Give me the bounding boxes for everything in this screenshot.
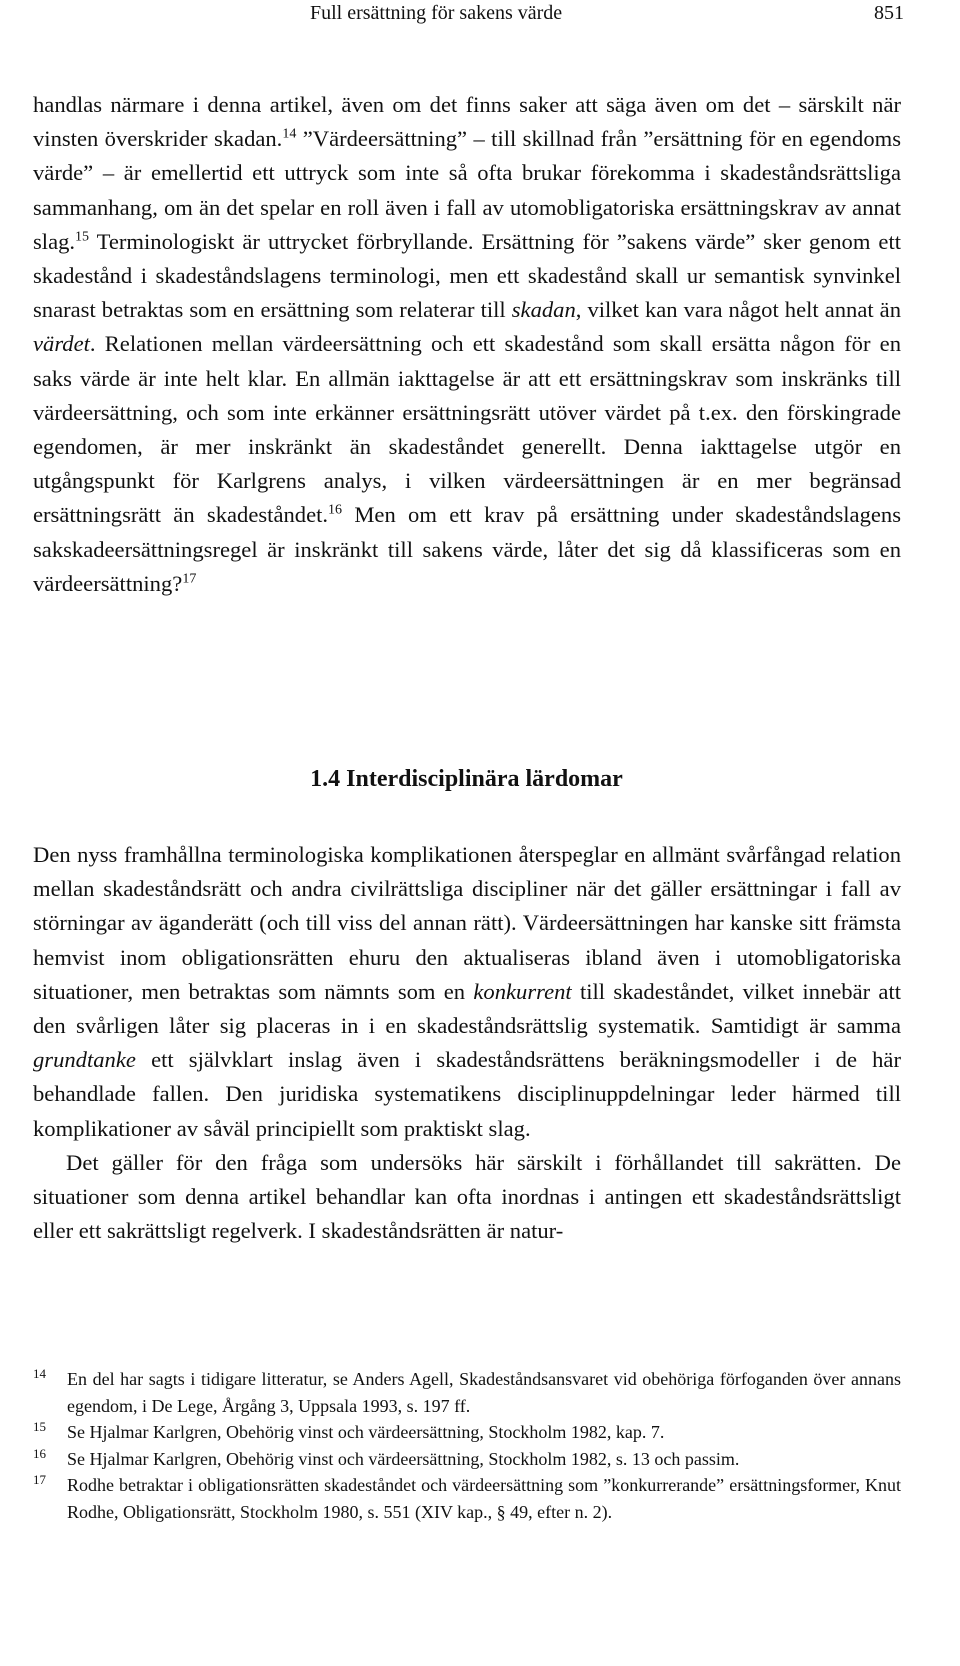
body-text-upper (33, 88, 901, 601)
footnote-ref-17[interactable]: 17 (182, 571, 197, 587)
paragraph-3: Det gäller för den fråga som undersöks här särskilt i förhållandet till sakrätten. De situationer som denna artikel behandlar kan ofta inordnas i antingen ett skadeståndsrättsligt eller ett sakrättsligt regelverk. I skadeståndsrätten är natur- (33, 1149, 901, 1244)
text-run: ”Värdeersättning” – till skillnad från ”ersättning för en egendoms värde” – är emellertid ett uttryck som inte så ofta brukar förekomma i skadeståndsrättsliga sammanhang, om än det spelar en roll även i fall av utomobligatoriska ersättningskrav av annat slag. (33, 126, 901, 254)
emphasis-vardet: värdet (33, 331, 90, 357)
footnote-14 (33, 1366, 901, 1419)
text-run: ett självklart inslag även i skadeståndsrättens beräkningsmodeller i de här behandlade fallen. Den juridiska systematikens disciplinuppdelningar leder härmed till komplikationer av såväl principiellt som praktiskt slag. (33, 1047, 901, 1141)
text-run: Terminologiskt är uttrycket förbryllande. Ersättning för ”sakens värde” sker genom ett skadestånd i skadeståndslagens terminologi, men ett skadestånd skall ur semantisk synvinkel snarast betraktas som en ersättning som relaterar till (33, 228, 901, 323)
footnote-text: En del har sagts i tidigare litteratur, se Anders Agell, Skadeståndsansvaret vid obehöriga förfoganden över annans egendom, i De Lege, Årgång 3, Uppsala 1993, s. 197 ff. (67, 1369, 901, 1416)
footnote-ref-14[interactable]: 14 (282, 126, 297, 142)
footnotes (33, 1366, 901, 1526)
paragraph-1 (33, 88, 901, 601)
page-header (0, 2, 960, 30)
page-number: 851 (874, 2, 904, 24)
text-run: Men om ett krav på ersättning under skadeståndslagens sakskadeersättningsregel är inskränkt till sakens värde, låter det sig då klassificeras som en värdeersättning? (33, 502, 901, 596)
text-run: . Relationen mellan värdeersättning och ett skadestånd som skall ersätta någon för en saks värde är inte helt klar. En allmän iakttagelse är att ett ersättningskrav som inskränks till värdeersättning, och som inte erkänner ersättningsrätt utöver värdet på t.ex. den förskingrade egendomen, är mer inskränkt än skadeståndet generellt. Denna iakttagelse utgör en utgångspunkt för Karlgrens analys, i vilken värdeersättningen är en mer begränsad ersättningsrätt än skadeståndet. (33, 331, 901, 528)
body-text-lower (33, 838, 901, 1248)
footnote-17 (33, 1472, 901, 1525)
footnote-16 (33, 1446, 901, 1473)
footnote-15 (33, 1419, 901, 1446)
text-run: Den nyss framhållna terminologiska komplikationen återspeglar en allmänt svårfångad relation mellan skadeståndsrätt och andra civilrättsliga discipliner när det gäller ersättningar i fall av störningar av äganderätt (och till viss del annan rätt). Värdeersättningen har kanske sitt främsta hemvist inom obligationsrätten ehuru den aktualiseras ibland även i utomobligatoriska situationer, men betraktas som nämnts som en (33, 842, 901, 1004)
text-run: handlas närmare i denna artikel, även om det finns saker att säga även om det – särskilt när vinsten överskrider skadan. (33, 92, 901, 152)
footnote-number: 16 (33, 1445, 46, 1461)
paragraph-2 (33, 838, 901, 1146)
footnote-text: Se Hjalmar Karlgren, Obehörig vinst och värdeersättning, Stockholm 1982, s. 13 och passim. (67, 1448, 740, 1469)
footnote-text: Se Hjalmar Karlgren, Obehörig vinst och värdeersättning, Stockholm 1982, kap. 7. (67, 1422, 665, 1443)
text-run: till skadeståndet, vilket innebär att den svårligen låter sig placeras in i en skadeståndsrättslig systematik. Samtidigt är samma (33, 978, 901, 1039)
section-heading: 1.4 Interdisciplinära lärdomar (310, 766, 623, 792)
emphasis-konkurrent: konkurrent (473, 978, 572, 1004)
footnote-number: 14 (33, 1366, 46, 1381)
footnote-ref-15[interactable]: 15 (75, 229, 90, 245)
footnote-number: 17 (33, 1472, 46, 1488)
emphasis-skadan: skadan (511, 297, 576, 323)
footnote-number: 15 (33, 1419, 46, 1435)
text-run: , vilket kan vara något helt annat än (575, 297, 902, 323)
footnote-text: Rodhe betraktar i obligationsrätten skadeståndet och värdeersättning som ”konkurrerande” ersättningsformer, Knut Rodhe, Obligationsrätt, Stockholm 1980, s. 551 (XIV kap., § 49, efter n. 2). (67, 1475, 901, 1522)
running-title: Full ersättning för sakens värde (310, 2, 563, 24)
footnote-ref-16[interactable]: 16 (328, 502, 343, 518)
emphasis-grundtanke: grundtanke (33, 1047, 136, 1073)
